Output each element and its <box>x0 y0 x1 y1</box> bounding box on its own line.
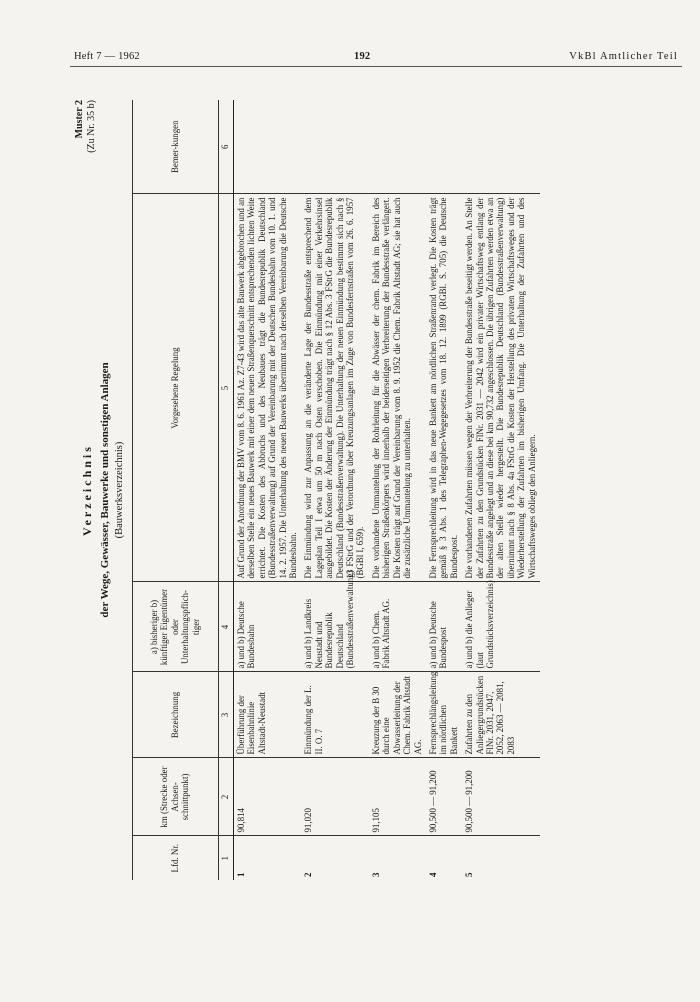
header-km: km (Strecke oder Achsen-schnittpunkt) <box>132 758 219 836</box>
column-number: 3 <box>219 672 234 758</box>
rotated-form <box>70 100 620 880</box>
table-row <box>369 100 426 880</box>
row-number: 4 <box>427 872 438 877</box>
row-eigentuemer: a) und b) die Anlieger (laut Grundstücksverzeichnis) <box>462 582 540 672</box>
muster-label <box>74 100 98 153</box>
row-km: 90,814 <box>234 758 302 836</box>
header-rule <box>70 66 682 67</box>
table-header-row <box>132 100 219 880</box>
row-eigentuemer: a) und b) Chem. Fabrik Altstadt AG. <box>369 582 426 672</box>
row-number: 5 <box>464 872 475 877</box>
muster-number: Muster 2 <box>74 100 85 139</box>
column-number: 4 <box>219 582 234 672</box>
row-bezeichnung: Überführung der Eisenbahnlinie Altstadt-Neustadt <box>234 672 302 758</box>
row-number: 2 <box>303 872 314 877</box>
row-bezeichnung: Einmündung der L. II. O. 7 <box>301 672 368 758</box>
form-title: Verzeichnis <box>80 444 94 536</box>
row-regelung: Auf Grund der Anordnung der BMV vom 8. 6. 1961 Az. Z7-43 wird das alte Bauwerk abgebrochen und an derselben Stelle ein neues Bauwerk mit einer dem neuen Straßenquerschnitt entsprechenden lichten Weite errichtet. Die Kosten des Abbruchs und des Neubaues trägt die Bundesrepublik Deutschland (Bundesstraßenverwaltung) auf Grund der Vereinbarung mit der Deutschen Bundesbahn vom 10. 1. und 14. 2. 1957. Die Unterhaltung des neuen Bauwerks übernimmt nach derselben Vereinbarung die Deutsche Bundesbahn. <box>234 194 302 582</box>
row-regelung: Die Fernsprechleitung wird in das neue Bankett am nördlichen Straßenrand verlegt. Die Kosten trägt gemäß § 3 Abs. 1 des Telegraphen-Wegegesetzes vom 18. 12. 1899 (RGBl. S. 705) die Deutsche Bundespost. <box>426 194 462 582</box>
row-eigentuemer: a) und b) Deutsche Bundespost <box>426 582 462 672</box>
row-number: 1 <box>236 872 246 877</box>
table-row <box>301 100 368 880</box>
column-number: 1 <box>219 836 234 880</box>
form-subtitle: der Wege, Gewässer, Bauwerke und sonstigen Anlagen <box>99 362 111 618</box>
row-km: 91,105 <box>369 758 426 836</box>
row-bemerkungen <box>369 100 426 194</box>
row-regelung: Die vorhandenen Zufahrten müssen wegen der Verbreiterung der Bundesstraße beseitigt werden. An Stelle der Zufahrten zu den Grundstücken FlNr. 2031 — 2042 wird ein privater Wirtschaftsweg entlang der Bundesstraße angelegt und an diese bei km 90,732 angeschlossen. Die übrigen Zufahrten werden etwa an der alten Stelle wieder hergestellt. Die Bundesrepublik Deutschland (Bundesstraßenverwaltung) übernimmt nach § 8 Abs. 4a FStrG die Kosten der Herstellung des privaten Wirtschaftsweges und der Wiederherstellung der Zufahrten im bisherigen Umfang. Die Unterhaltung der Zufahrten und des Wirtschaftsweges obliegt den Anliegern. <box>462 194 540 582</box>
muster-reference: (Zu Nr. 35 b) <box>86 100 97 153</box>
form-subtitle-note: (Bauwerksverzeichnis) <box>114 441 125 539</box>
row-number: 3 <box>370 872 381 877</box>
row-eigentuemer: a) und b) Deutsche Bundesbahn <box>234 582 302 672</box>
table-row <box>462 100 540 880</box>
row-bemerkungen <box>301 100 368 194</box>
column-number: 2 <box>219 758 234 836</box>
bauwerks-table <box>132 100 540 880</box>
header-lfd-nr: Lfd. Nr. <box>132 836 219 880</box>
column-number-row <box>219 100 234 880</box>
row-bemerkungen <box>426 100 462 194</box>
row-km: 90,500 — 91,200 <box>426 758 462 836</box>
table-row <box>426 100 462 880</box>
row-bemerkungen <box>234 100 302 194</box>
column-number: 6 <box>219 100 234 194</box>
page-number: 192 <box>354 51 371 62</box>
issue-label: Heft 7 — 1962 <box>74 51 140 62</box>
row-km: 90,500 — 91,200 <box>462 758 540 836</box>
header-bezeichnung: Bezeichnung <box>132 672 219 758</box>
row-bezeichnung: Zufahrten zu den Anliegergrundstücken FlNr. 2031, 2047, 2052, 2063 — 2081, 2083 <box>462 672 540 758</box>
row-bezeichnung: Fernsprechlängsleitung im nördlichen Bankett <box>426 672 462 758</box>
row-bemerkungen <box>462 100 540 194</box>
column-number: 5 <box>219 194 234 582</box>
row-regelung: Die Einmündung wird zur Anpassung an die veränderte Lage der Bundesstraße entsprechend dem Lageplan Teil I etwa um 50 m nach Osten verschoben. Die Einmündung mit einer Verkehrsinsel ausgebildet. Die Kosten der Änderung der Einmündung trägt nach § 12 Abs. 3 FStrG die Bundesrepublik Deutschland (Bundesstraßenverwaltung). Die Unterhaltung der neuen Einmündung bestimmt sich nach § 13 FStrG und der Verordnung über Kreuzungsanlagen im Zuge von Bundesfernstraßen vom 26. 6. 1957 (BGBl I, 659). <box>301 194 368 582</box>
header-regelung: Vorgesehene Regelung <box>132 194 219 582</box>
row-bezeichnung: Kreuzung der B 30 durch eine Abwasserleitung der Chem. Fabrik Altstadt AG. <box>369 672 426 758</box>
row-eigentuemer: a) und b) Landkreis Neustadt und Bundesrepublik Deutschland (Bundesstraßenverwaltung) <box>301 582 368 672</box>
row-km: 91,020 <box>301 758 368 836</box>
publication-title: VkBl Amtlicher Teil <box>569 51 678 62</box>
form-title-block <box>70 100 125 880</box>
header-bemerkungen: Bemer-kungen <box>132 100 219 194</box>
table-row <box>234 100 302 880</box>
header-eigentuemer: a) bisheriger b) künftiger Eigentümer oder Unterhaltungspflich-tiger <box>132 582 219 672</box>
row-regelung: Die vorhandene Ummantelung der Rohrleitung für die Abwässer der chem. Fabrik im Bereich des bisherigen Straßenkörpers wird innerhalb der beiderseitigen Verbreiterung der Bundesstraße verlängert. Die Kosten trägt auf Grund der Vereinbarung vom 8. 9. 1952 die Chem. Fabrik Altstadt AG; sie hat auch die zusätzliche Ummantelung zu unterhalten. <box>369 194 426 582</box>
